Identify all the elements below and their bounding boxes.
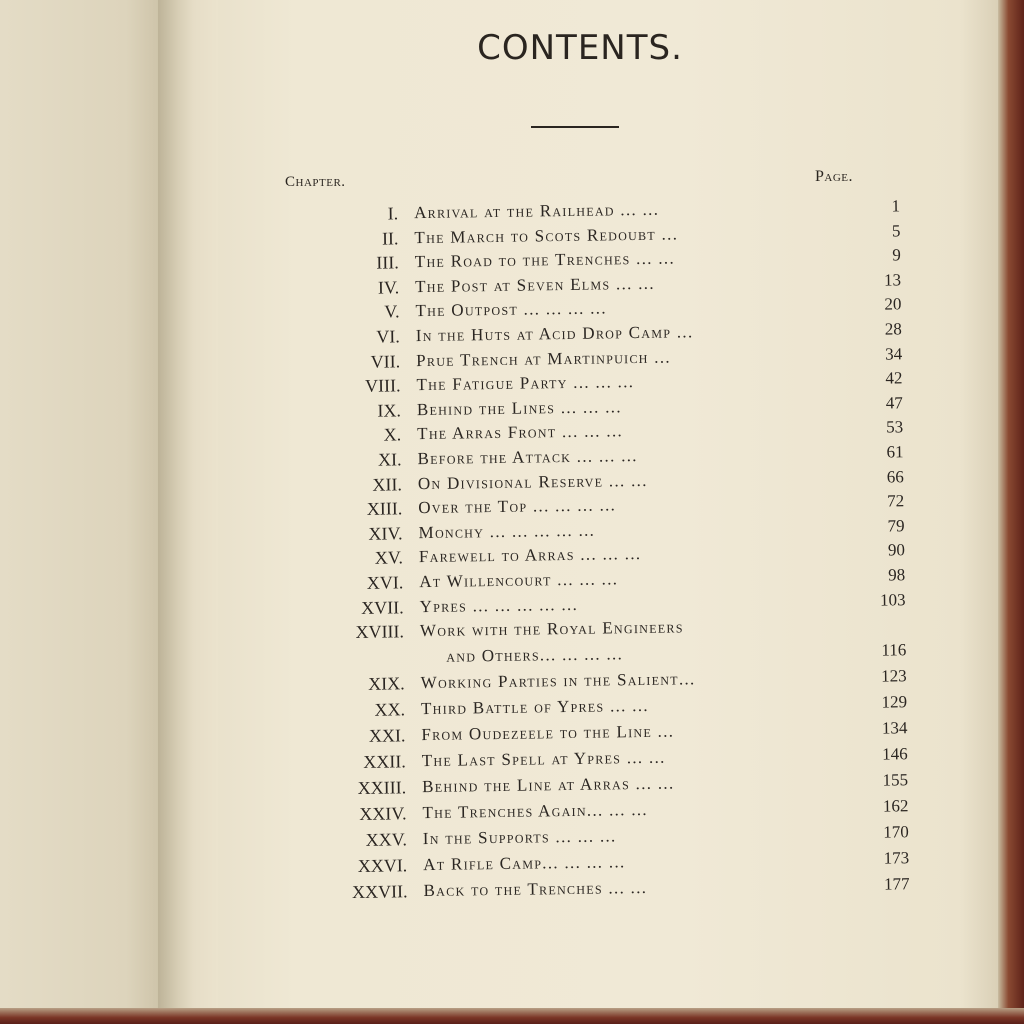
page-number: 173 [883,848,910,868]
page-number: 66 [886,466,904,487]
page-number: 98 [888,565,906,585]
chapter-title: On Divisional Reserve ... ... [417,470,648,493]
chapter-title: Behind the Lines ... ... ... [416,396,622,419]
chapter-title: Prue Trench at Martinpuich ... [416,347,671,370]
chapter-title: The Last Spell at Ypres ... ... [421,747,666,771]
chapter-number: XI. [377,449,402,470]
chapter-number: XII. [372,473,403,495]
heading-rule [531,126,619,128]
chapter-title: The Arras Front ... ... ... [417,421,624,444]
chapter-number: VIII. [364,375,401,396]
page-number: 90 [887,540,906,560]
chapter-number: VII. [370,350,401,372]
page-number: 155 [882,770,909,790]
chapter-title: Ypres ... ... ... ... ... [419,594,579,616]
page-number: 170 [883,822,909,842]
chapter-number: XXVII. [351,881,408,903]
chapter-title: Over the Top ... ... ... ... [418,495,617,518]
chapter-title: Before the Attack ... ... ... [417,445,638,469]
chapter-number: III. [376,252,399,273]
bottom-edge [0,1008,1024,1024]
chapter-number: VI. [376,326,400,347]
chapter-number: XXIV. [359,803,407,825]
left-page [0,0,180,1010]
page-number: 13 [883,270,902,290]
contents-heading: CONTENTS. [477,28,683,68]
chapter-number: XXIII. [357,777,407,799]
page-number: 34 [885,343,903,364]
chapter-title: The Road to the Trenches ... ... [414,248,676,272]
page-number: 116 [881,640,907,660]
page-number: 42 [885,368,903,388]
chapter-title: and Others... ... ... ... [446,644,624,666]
page-number: 61 [886,442,904,462]
chapter-number: XXV. [365,829,408,850]
chapter-title: Third Battle of Ypres ... ... [420,695,650,719]
page-number: 72 [887,491,905,511]
page-number: 103 [879,589,906,610]
chapter-title: The Trenches Again... ... ... [422,800,649,823]
chapter-title: Back to the Trenches ... ... [423,878,648,901]
chapter-title: In the Huts at Acid Drop Camp ... [415,322,694,346]
chapter-column-header: Chapter. [285,174,346,190]
page-number [846,614,906,615]
chapter-number: XX. [374,699,406,720]
page-number: 20 [884,294,902,314]
chapter-number: XXVI. [357,855,408,877]
chapter-title: In the Supports ... ... ... [422,826,617,849]
page-number: 177 [883,874,910,894]
chapter-number: XVIII. [355,621,405,643]
page-number: 47 [885,393,903,413]
chapter-number: XXI. [368,725,406,746]
chapter-title: Arrival at the Railhead ... ... [413,199,660,223]
page-number: 5 [891,220,901,241]
chapter-number: IX. [377,400,402,421]
page-number: 134 [881,718,908,738]
chapter-title: The Fatigue Party ... ... ... [416,372,635,395]
chapter-title: At Willencourt ... ... ... [419,569,619,591]
chapter-title: Behind the Line at Arras ... ... [422,773,675,797]
page-number: 146 [882,744,908,764]
chapter-title: The Post at Seven Elms ... ... [415,273,655,296]
page-number: 53 [886,417,904,437]
chapter-number: XIX. [368,673,405,694]
chapter-number: II. [381,227,399,249]
chapter-title: From Oudezeele to the Line ... [421,721,675,745]
page-number: 28 [884,319,902,339]
chapter-number: XVI. [366,572,404,593]
chapter-number: XIII. [366,498,403,519]
page-number: 162 [882,796,909,816]
chapter-title: At Rifle Camp... ... ... ... [423,852,626,875]
chapter-title: Work with the Royal Engineers [419,617,684,641]
chapter-number: XV. [374,547,404,569]
chapter-number: V. [384,301,400,322]
page-number: 129 [881,692,908,712]
page-number: 9 [892,245,901,265]
chapter-number: XVII. [360,596,404,618]
chapter-title: The March to Scots Redoubt ... [414,224,679,247]
chapter-number: XIV. [368,523,403,544]
chapter-number: IV. [377,277,400,298]
chapter-number: XXII. [363,751,406,772]
chapter-number: I. [387,203,399,224]
page-number: 123 [881,666,907,686]
page-number: 79 [887,516,905,536]
book-gutter [158,0,218,1012]
chapter-title: The Outpost ... ... ... ... [415,298,607,321]
chapter-number: X. [383,424,402,445]
page-number: 1 [891,196,901,216]
chapter-title: Monchy ... ... ... ... ... [418,520,596,542]
chapter-title: Working Parties in the Salient... [420,669,696,693]
page-column-header: Page. [815,168,854,185]
page-edge [998,0,1024,1024]
toc-list [280,196,930,909]
chapter-title: Farewell to Arras ... ... ... [418,544,642,567]
